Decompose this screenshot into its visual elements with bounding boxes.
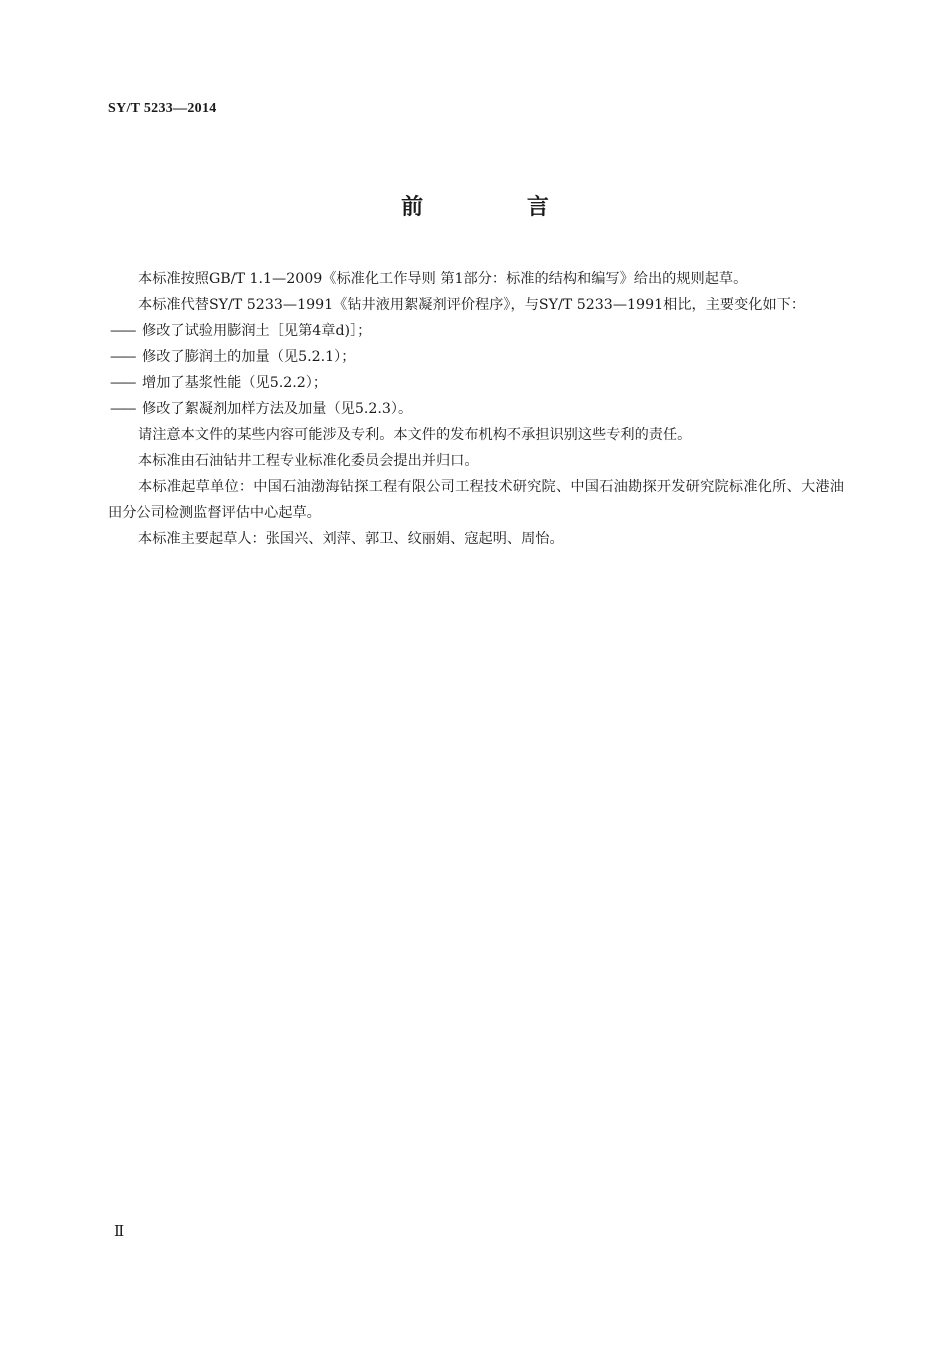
paragraph-proposer: 本标准由石油钻井工程专业标准化委员会提出并归口。	[138, 453, 479, 469]
page-number: Ⅱ	[114, 1224, 125, 1240]
document-code: SY/T 5233—2014	[108, 101, 217, 116]
list-item	[108, 396, 844, 422]
foreword-body	[108, 266, 844, 552]
dash-marker: ——	[110, 323, 135, 339]
paragraph-drafters: 本标准主要起草人：张国兴、刘萍、郭卫、纹丽娟、寇起明、周怡。	[138, 531, 564, 547]
dash-marker: ——	[110, 349, 135, 365]
page-title: 前 言	[401, 195, 597, 220]
list-item	[108, 344, 844, 370]
dash-marker: ——	[110, 401, 135, 417]
list-item-text: 修改了膨润土的加量（见5.2.1）；	[142, 349, 356, 365]
paragraph-drafting-rules: 本标准按照GB/T 1.1—2009《标准化工作导则 第1部分：标准的结构和编写》给出的规则起草。	[138, 271, 748, 287]
paragraph-drafting-units: 本标准起草单位：中国石油渤海钻探工程有限公司工程技术研究院、中国石油勘探开发研究院标准化所、大港油田分公司检测监督评估中心起草。	[108, 479, 844, 521]
list-item-text: 增加了基浆性能（见5.2.2）；	[142, 375, 328, 391]
list-item	[108, 318, 844, 344]
paragraph-replacement: 本标准代替SY/T 5233—1991《钻井液用絮凝剂评价程序》，与SY/T 5233—1991相比，主要变化如下：	[138, 297, 806, 313]
list-item-text: 修改了试验用膨润土［见第4章d)］；	[142, 323, 372, 339]
list-item	[108, 370, 844, 396]
paragraph-patent-notice: 请注意本文件的某些内容可能涉及专利。本文件的发布机构不承担识别这些专利的责任。	[138, 427, 692, 443]
dash-marker: ——	[110, 375, 135, 391]
list-item-text: 修改了絮凝剂加样方法及加量（见5.2.3）。	[142, 401, 413, 417]
change-list	[108, 318, 844, 422]
